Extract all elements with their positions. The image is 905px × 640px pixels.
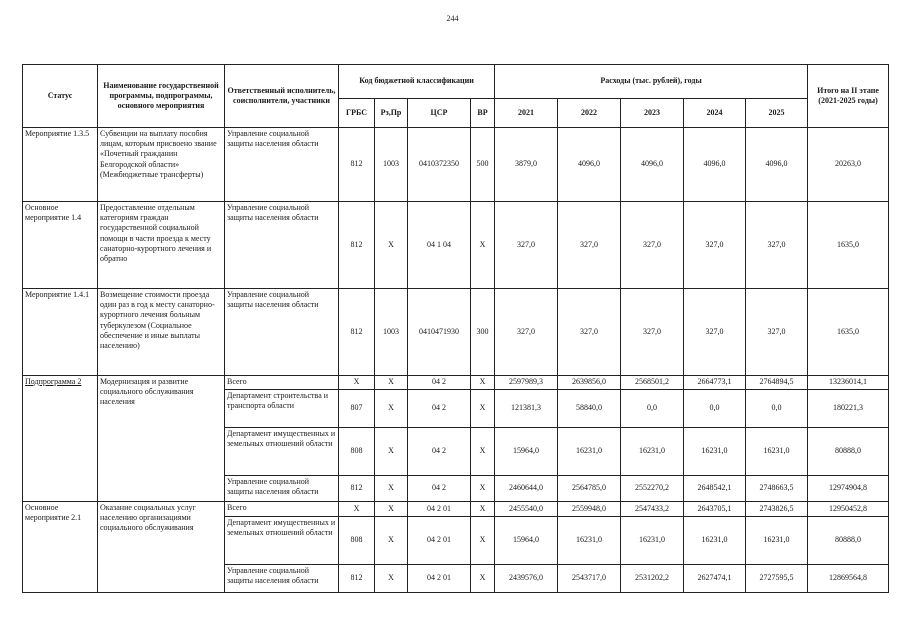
cell-2022: 2559948,0 <box>558 502 621 517</box>
row-responsible: Департамент строительства и транспорта области <box>225 390 339 428</box>
cell-2024: 327,0 <box>684 289 746 376</box>
cell-2024: 2664773,1 <box>684 376 746 390</box>
row-status <box>23 376 98 502</box>
cell-2024: 2627474,1 <box>684 565 746 593</box>
row-name: Возмещение стоимости проезда один раз в год к месту санаторно-курортного лечения больным туберкулезом (Социальное обеспечение и иные выплаты населению) <box>98 289 225 376</box>
cell-2023: 2547433,2 <box>621 502 684 517</box>
cell-2023: 16231,0 <box>621 428 684 476</box>
header-budget-code: Код бюджетной классификации <box>339 65 495 99</box>
cell-2025: 0,0 <box>746 390 808 428</box>
row-responsible: Управление социальной защиты населения области <box>225 128 339 202</box>
cell-2022: 16231,0 <box>558 428 621 476</box>
row-status: Основное мероприятие 2.1 <box>23 502 98 593</box>
cell-csr: 04 2 01 <box>408 502 471 517</box>
cell-2021: 3879,0 <box>495 128 558 202</box>
row-responsible: Управление социальной защиты населения области <box>225 202 339 289</box>
row-responsible: Управление социальной защиты населения области <box>225 289 339 376</box>
cell-total: 80888,0 <box>808 428 889 476</box>
cell-2024: 4096,0 <box>684 128 746 202</box>
row-responsible: Управление социальной защиты населения области <box>225 476 339 502</box>
cell-csr: 0410372350 <box>408 128 471 202</box>
cell-vr: 500 <box>471 128 495 202</box>
cell-2021: 2439576,0 <box>495 565 558 593</box>
cell-csr: 0410471930 <box>408 289 471 376</box>
cell-rzpr: Х <box>375 428 408 476</box>
header-2022: 2022 <box>558 99 621 128</box>
cell-csr: 04 2 <box>408 476 471 502</box>
row-name: Модернизация и развитие социального обслуживания населения <box>98 376 225 502</box>
budget-table <box>22 64 889 593</box>
cell-total: 12869564,8 <box>808 565 889 593</box>
cell-2023: 16231,0 <box>621 517 684 565</box>
row-responsible: Всего <box>225 376 339 390</box>
header-rzpr: Рз,Пр <box>375 99 408 128</box>
cell-2022: 58840,0 <box>558 390 621 428</box>
cell-vr: Х <box>471 428 495 476</box>
cell-vr: Х <box>471 517 495 565</box>
cell-vr: Х <box>471 376 495 390</box>
cell-csr: 04 2 <box>408 428 471 476</box>
row-responsible: Управление социальной защиты населения области <box>225 565 339 593</box>
cell-vr: Х <box>471 202 495 289</box>
header-total: Итого на II этапе (2021-2025 годы) <box>808 65 889 128</box>
cell-2023: 327,0 <box>621 202 684 289</box>
cell-vr: Х <box>471 502 495 517</box>
cell-2021: 327,0 <box>495 202 558 289</box>
cell-2025: 16231,0 <box>746 517 808 565</box>
table-row <box>23 502 889 517</box>
cell-2025: 2748663,5 <box>746 476 808 502</box>
cell-2024: 327,0 <box>684 202 746 289</box>
row-status: Основное мероприятие 1.4 <box>23 202 98 289</box>
header-2021: 2021 <box>495 99 558 128</box>
cell-grbs: 812 <box>339 128 375 202</box>
header-grbs: ГРБС <box>339 99 375 128</box>
cell-rzpr: Х <box>375 376 408 390</box>
cell-2025: 2727595,5 <box>746 565 808 593</box>
cell-total: 12950452,8 <box>808 502 889 517</box>
header-vr: ВР <box>471 99 495 128</box>
header-name: Наименование государственной программы, подпрограммы, основного мероприятия <box>98 65 225 128</box>
cell-2021: 15964,0 <box>495 517 558 565</box>
row-responsible: Департамент имущественных и земельных отношений области <box>225 517 339 565</box>
header-2023: 2023 <box>621 99 684 128</box>
cell-grbs: Х <box>339 376 375 390</box>
cell-total: 13236014,1 <box>808 376 889 390</box>
header-expenses: Расходы (тыс. рублей), годы <box>495 65 808 99</box>
cell-csr: 04 1 04 <box>408 202 471 289</box>
cell-2025: 327,0 <box>746 289 808 376</box>
cell-2023: 2568501,2 <box>621 376 684 390</box>
cell-2025: 2764894,5 <box>746 376 808 390</box>
cell-2025: 327,0 <box>746 202 808 289</box>
cell-grbs: Х <box>339 502 375 517</box>
cell-2022: 327,0 <box>558 289 621 376</box>
cell-rzpr: 1003 <box>375 128 408 202</box>
cell-grbs: 807 <box>339 390 375 428</box>
cell-csr: 04 2 01 <box>408 517 471 565</box>
cell-2025: 16231,0 <box>746 428 808 476</box>
cell-rzpr: Х <box>375 202 408 289</box>
cell-rzpr: Х <box>375 476 408 502</box>
header-csr: ЦСР <box>408 99 471 128</box>
cell-vr: Х <box>471 476 495 502</box>
row-responsible: Всего <box>225 502 339 517</box>
cell-csr: 04 2 <box>408 376 471 390</box>
subprogram-link[interactable]: Подпрограмма 2 <box>25 377 82 386</box>
cell-total: 80888,0 <box>808 517 889 565</box>
table-row <box>23 128 889 202</box>
cell-rzpr: Х <box>375 390 408 428</box>
row-name: Оказание социальных услуг населению организациями социального обслуживания <box>98 502 225 593</box>
cell-csr: 04 2 01 <box>408 565 471 593</box>
cell-2022: 2543717,0 <box>558 565 621 593</box>
cell-2021: 2460644,0 <box>495 476 558 502</box>
cell-vr: 300 <box>471 289 495 376</box>
cell-2024: 2648542,1 <box>684 476 746 502</box>
cell-rzpr: Х <box>375 565 408 593</box>
cell-2025: 4096,0 <box>746 128 808 202</box>
cell-2023: 327,0 <box>621 289 684 376</box>
cell-grbs: 808 <box>339 517 375 565</box>
cell-2022: 16231,0 <box>558 517 621 565</box>
cell-grbs: 812 <box>339 476 375 502</box>
cell-total: 12974904,8 <box>808 476 889 502</box>
cell-2021: 2597989,3 <box>495 376 558 390</box>
header-2024: 2024 <box>684 99 746 128</box>
table-row <box>23 289 889 376</box>
cell-rzpr: 1003 <box>375 289 408 376</box>
cell-total: 180221,3 <box>808 390 889 428</box>
cell-csr: 04 2 <box>408 390 471 428</box>
cell-total: 20263,0 <box>808 128 889 202</box>
row-name: Предоставление отдельным категориям граждан государственной социальной помощи в части проезда к месту санаторно-курортного лечения и обратно <box>98 202 225 289</box>
cell-2023: 2552270,2 <box>621 476 684 502</box>
cell-vr: Х <box>471 390 495 428</box>
cell-grbs: 812 <box>339 565 375 593</box>
cell-2022: 2564785,0 <box>558 476 621 502</box>
cell-2022: 2639856,0 <box>558 376 621 390</box>
cell-grbs: 812 <box>339 289 375 376</box>
header-responsible: Ответственный исполнитель, соисполнители, участники <box>225 65 339 128</box>
row-responsible: Департамент имущественных и земельных отношений области <box>225 428 339 476</box>
cell-2023: 0,0 <box>621 390 684 428</box>
cell-rzpr: Х <box>375 517 408 565</box>
cell-total: 1635,0 <box>808 289 889 376</box>
table-row <box>23 376 889 390</box>
cell-vr: Х <box>471 565 495 593</box>
cell-2022: 4096,0 <box>558 128 621 202</box>
cell-2025: 2743826,5 <box>746 502 808 517</box>
row-status: Мероприятие 1.3.5 <box>23 128 98 202</box>
header-2025: 2025 <box>746 99 808 128</box>
header-status: Статус <box>23 65 98 128</box>
cell-2023: 2531202,2 <box>621 565 684 593</box>
cell-total: 1635,0 <box>808 202 889 289</box>
cell-2024: 0,0 <box>684 390 746 428</box>
cell-rzpr: Х <box>375 502 408 517</box>
cell-grbs: 812 <box>339 202 375 289</box>
cell-2021: 2455540,0 <box>495 502 558 517</box>
cell-2021: 121381,3 <box>495 390 558 428</box>
cell-2024: 2643705,1 <box>684 502 746 517</box>
page-number: 244 <box>446 14 459 23</box>
cell-grbs: 808 <box>339 428 375 476</box>
table-row <box>23 202 889 289</box>
cell-2023: 4096,0 <box>621 128 684 202</box>
cell-2021: 327,0 <box>495 289 558 376</box>
row-name: Субвенции на выплату пособия лицам, которым присвоено звание «Почетный гражданин Белгородской области» (Межбюджетные трансферты) <box>98 128 225 202</box>
cell-2024: 16231,0 <box>684 428 746 476</box>
cell-2021: 15964,0 <box>495 428 558 476</box>
cell-2024: 16231,0 <box>684 517 746 565</box>
row-status: Мероприятие 1.4.1 <box>23 289 98 376</box>
cell-2022: 327,0 <box>558 202 621 289</box>
